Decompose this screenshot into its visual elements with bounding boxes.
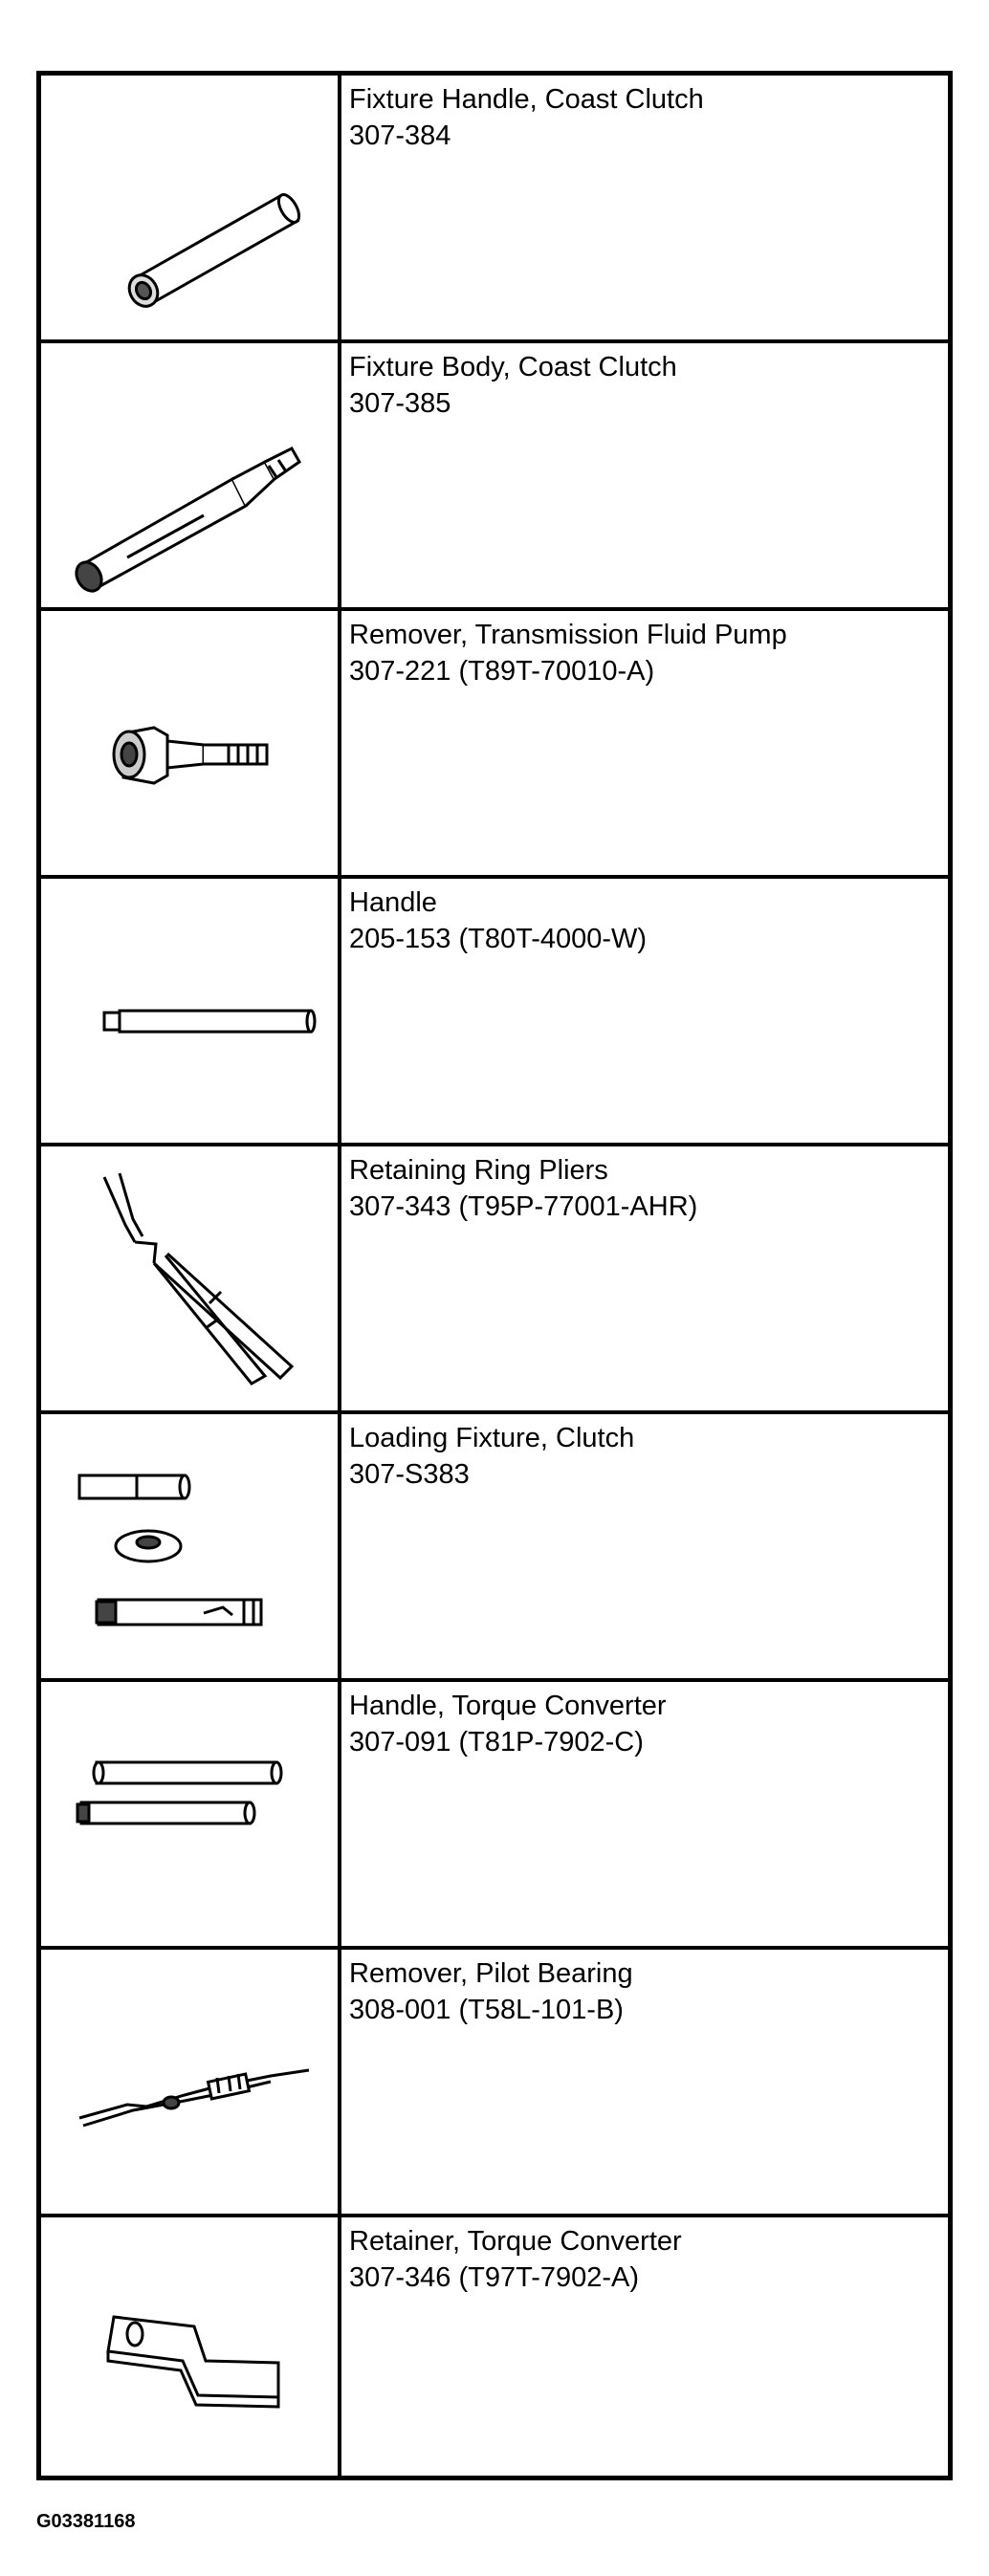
tube-handle-icon	[41, 76, 338, 343]
tool-name: Remover, Transmission Fluid Pump	[349, 620, 787, 650]
tool-part-number: 307-S383	[349, 1459, 470, 1490]
converter-handle-icon	[41, 1682, 338, 1950]
loading-fixture-icon	[41, 1414, 338, 1682]
table-row	[41, 611, 948, 879]
tool-name: Handle, Torque Converter	[349, 1691, 667, 1721]
tool-part-number: 308-001 (T58L-101-B)	[349, 1995, 624, 2025]
tool-part-number: 307-343 (T95P-77001-AHR)	[349, 1191, 698, 1222]
tool-part-number: 307-346 (T97T-7902-A)	[349, 2262, 640, 2293]
pliers-icon	[41, 1146, 338, 1414]
fixture-body-icon	[41, 343, 338, 611]
tool-part-number: 307-091 (T81P-7902-C)	[349, 1727, 644, 1757]
tool-name: Fixture Handle, Coast Clutch	[349, 84, 704, 115]
rod-handle-icon	[41, 879, 338, 1146]
tool-part-number: 307-221 (T89T-70010-A)	[349, 656, 655, 687]
table-row	[41, 2217, 948, 2476]
tool-part-number: 205-153 (T80T-4000-W)	[349, 924, 648, 954]
tools-table	[36, 71, 953, 2480]
table-row	[41, 76, 948, 343]
tool-part-number: 307-384	[349, 120, 451, 151]
tool-name: Retainer, Torque Converter	[349, 2226, 682, 2257]
tool-part-number: 307-385	[349, 388, 451, 419]
table-row	[41, 879, 948, 1146]
tool-name: Remover, Pilot Bearing	[349, 1958, 633, 1989]
pump-remover-icon	[41, 611, 338, 879]
pilot-bearing-remover-icon	[41, 1950, 338, 2217]
figure-id: G03381168	[36, 2511, 136, 2532]
table-row	[41, 1146, 948, 1414]
table-row	[41, 1414, 948, 1682]
table-row	[41, 1682, 948, 1950]
table-row	[41, 1950, 948, 2217]
converter-retainer-icon	[41, 2217, 338, 2476]
tool-name: Fixture Body, Coast Clutch	[349, 352, 677, 382]
tool-name: Loading Fixture, Clutch	[349, 1423, 635, 1453]
tool-name: Handle	[349, 887, 437, 918]
table-row	[41, 343, 948, 611]
tool-name: Retaining Ring Pliers	[349, 1155, 608, 1186]
